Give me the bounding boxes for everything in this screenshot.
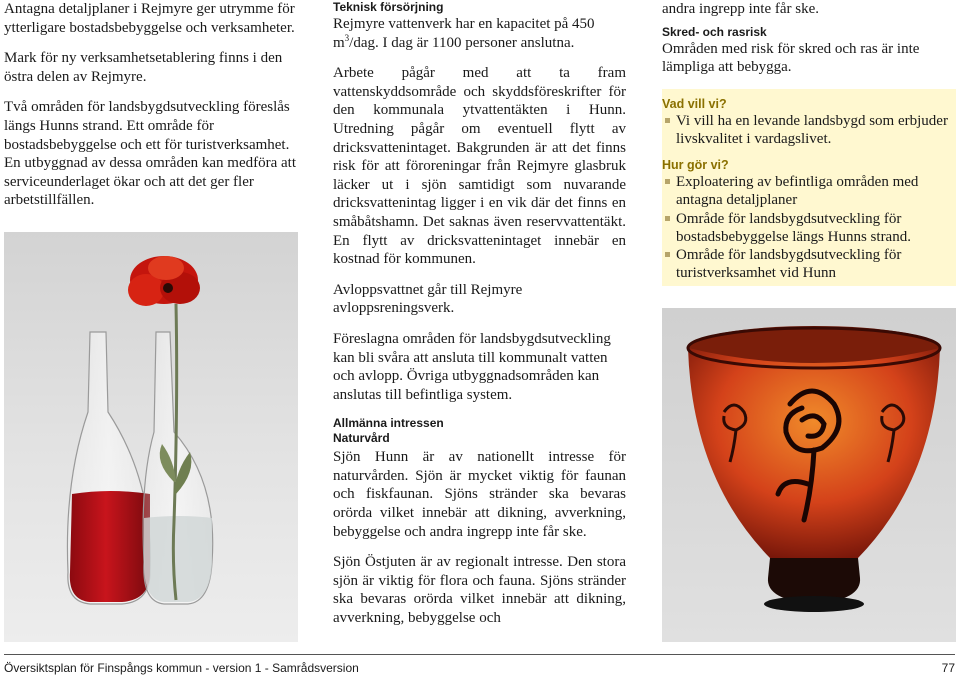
paragraph-waterworks: Rejmyre vattenverk har en kapacitet på 450 $m^3$/dag. I dag är 1100 personer anslutna. xyxy=(333,16,595,51)
paragraph-continuation: andra ingrepp inte får ske. xyxy=(662,1,820,17)
heading-how-we-do: Hur gör vi? xyxy=(662,158,729,173)
heading-technical-supply: Teknisk försörjning xyxy=(333,0,444,14)
heading-general-interests: Allmänna intressen xyxy=(333,416,444,431)
list-item: Exploatering av befintliga områden med antagna detaljplaner xyxy=(662,173,950,209)
photo-glass-bowl xyxy=(662,308,956,642)
paragraph-lake-ostjuten: Sjön Östjuten är av regionalt intresse. Den stora sjön är viktig för flora och fauna. Sjöns stränder ska bevaras orörda vilket innebär att dikning, avverkning, bebyggelse och xyxy=(333,554,626,627)
goals-box xyxy=(662,89,956,287)
paragraph-rural-development: Två områden för landsbygdsutveckling föreslås längs Hunns strand. Ett område för bostadsbebyggelse och ett för turistverksamhet. En utbyggnad av dessa områden kan medföra att serviceunderlaget ökar och att det ger fler arbetstillfällen. xyxy=(4,99,296,209)
paragraph-lake-hunn: Sjön Hunn är av nationellt intresse för naturvården. Sjön är mycket viktig för faunan och fiskfaunan. Sjöns stränder ska bevaras orörda vilket innebär att dikning, avverkning, bebyggelse och andra ingrepp inte får ske. xyxy=(333,449,626,540)
poppy-flower xyxy=(128,256,200,306)
page-footer xyxy=(4,654,955,675)
heading-landslide-risk: Skred- och rasrisk xyxy=(662,24,767,39)
bowl-illustration xyxy=(662,308,956,642)
paragraph-water-protection: Arbete pågår med att ta fram vattenskyddsområde och skyddsföreskrifter för den kommunala ytvattentäkten i Hunn. Utredning pågår om eventuell flytt av dricksvattenintaget. Bakgrunden är att det finns risk för att föroreningar från Rejmyre glasbruk läcker ut i sjön samtidigt som nuvarande dricksvattenintag ligger i en vik där det finns en småbåtshamn. Det saknas även reservvattentäkt. En flytt av dricksvattenintaget innebär en kostnad för kommunen. xyxy=(333,65,626,268)
paragraph-sewage: Avloppsvattnet går till Rejmyre avloppsreningsverk. xyxy=(333,281,523,317)
page-number: 77 xyxy=(941,661,955,675)
list-item: Område för landsbygdsutveckling för turistverksamhet vid Hunn xyxy=(662,246,950,282)
list-item: Vi vill ha en levande landsbygd som erbjuder livskvalitet i vardagslivet. xyxy=(662,112,950,148)
heading-nature-conservation: Naturvård xyxy=(333,431,390,446)
footer-document-title: Översiktsplan för Finspångs kommun - version 1 - Samrådsversion xyxy=(4,661,359,675)
heading-what-we-want: Vad vill vi? xyxy=(662,96,727,111)
vases-illustration xyxy=(4,232,298,642)
column-right xyxy=(662,0,956,286)
want-list xyxy=(662,112,950,148)
column-middle xyxy=(333,0,626,640)
photo-glass-vases xyxy=(4,232,298,642)
paragraph-landslide: Områden med risk för skred och ras är inte lämpliga att bebygga. xyxy=(662,40,920,76)
paragraph-business-land: Mark för ny verksamhetsetablering finns i den östra delen av Rejmyre. xyxy=(4,50,283,85)
list-item: Område för landsbygdsutveckling för bostadsbebyggelse längs Hunns strand. xyxy=(662,210,950,246)
paragraph-connections: Föreslagna områden för landsbygdsutveckling kan bli svåra att ansluta till kommunalt vatten och avlopp. Övriga utbyggnadsområden kan anslutas till befintliga system. xyxy=(333,330,611,403)
how-list xyxy=(662,173,950,282)
paragraph-detailed-plans: Antagna detaljplaner i Rejmyre ger utrymme för ytterligare bostadsbebyggelse och verksamheter. xyxy=(4,1,295,36)
column-left xyxy=(4,0,298,222)
